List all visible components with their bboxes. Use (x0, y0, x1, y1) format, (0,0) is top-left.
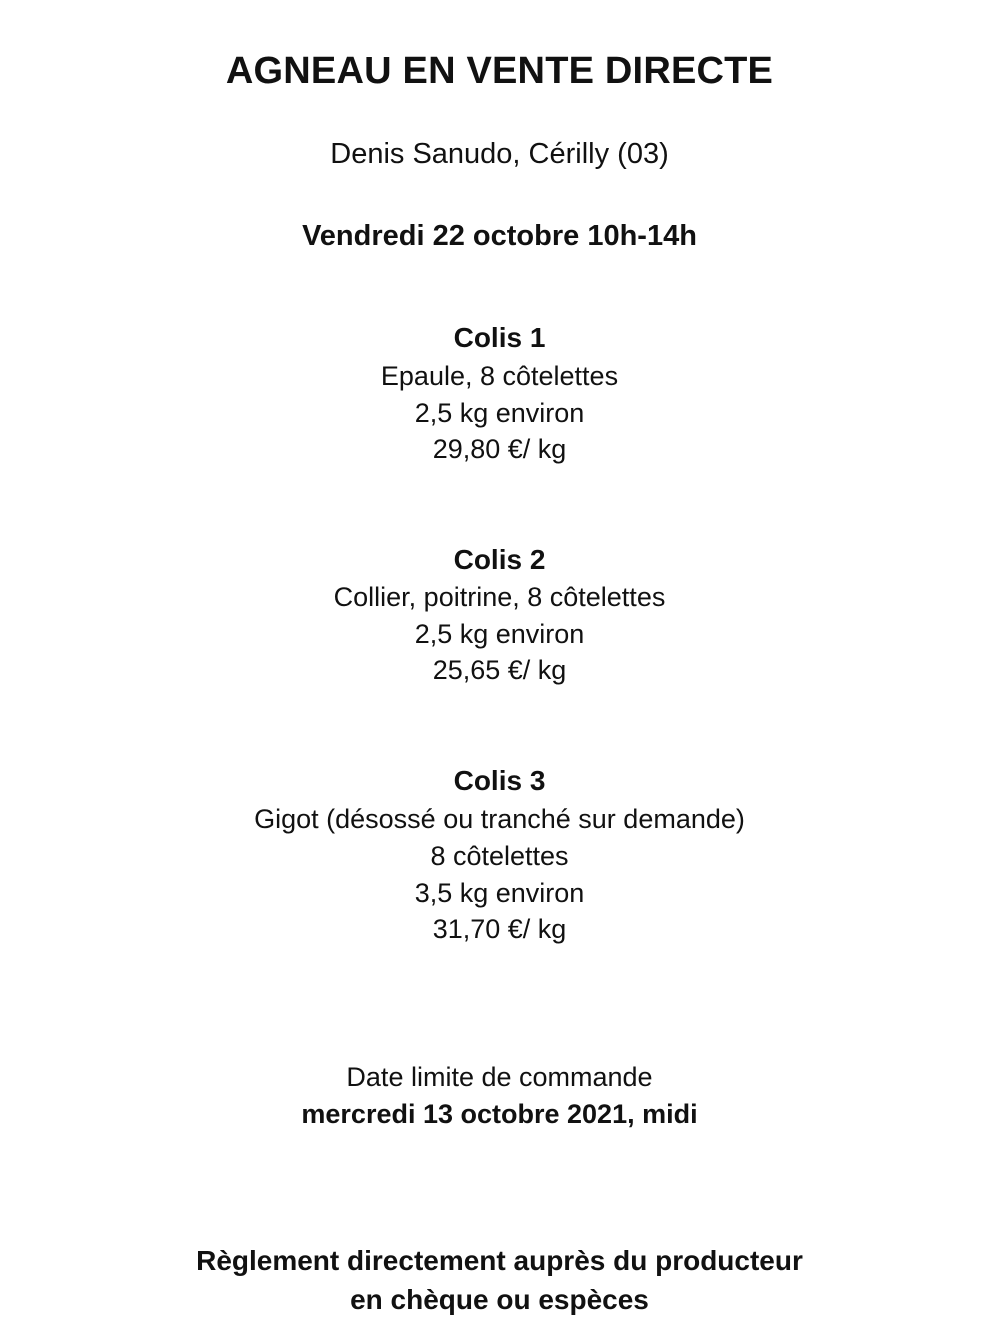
page-title: AGNEAU EN VENTE DIRECTE (225, 50, 774, 92)
payment-line-2: en chèque ou espèces (350, 1284, 649, 1315)
colis-3-weight: 3,5 kg environ (414, 878, 585, 908)
sale-date: Vendredi 22 octobre 10h-14h (302, 220, 697, 252)
colis-3-contents: Gigot (désossé ou tranché sur demande) (254, 804, 745, 834)
colis-3-price: 31,70 €/ kg (432, 914, 567, 944)
colis-2-title: Colis 2 (453, 544, 546, 575)
colis-1-title: Colis 1 (453, 322, 546, 353)
payment-line-1: Règlement directement auprès du producteur (196, 1245, 803, 1276)
deadline-value: mercredi 13 octobre 2021, midi (301, 1099, 698, 1129)
colis-1-weight: 2,5 kg environ (414, 398, 585, 428)
colis-3-title: Colis 3 (453, 765, 546, 796)
colis-1-contents: Epaule, 8 côtelettes (380, 361, 619, 391)
deadline-label: Date limite de commande (346, 1062, 653, 1092)
colis-1-price: 29,80 €/ kg (432, 434, 567, 464)
colis-2-weight: 2,5 kg environ (414, 619, 585, 649)
producer-info: Denis Sanudo, Cérilly (03) (330, 138, 669, 170)
colis-3-extra: 8 côtelettes (430, 841, 569, 871)
colis-2-contents: Collier, poitrine, 8 côtelettes (333, 582, 666, 612)
colis-2-price: 25,65 €/ kg (432, 655, 567, 685)
